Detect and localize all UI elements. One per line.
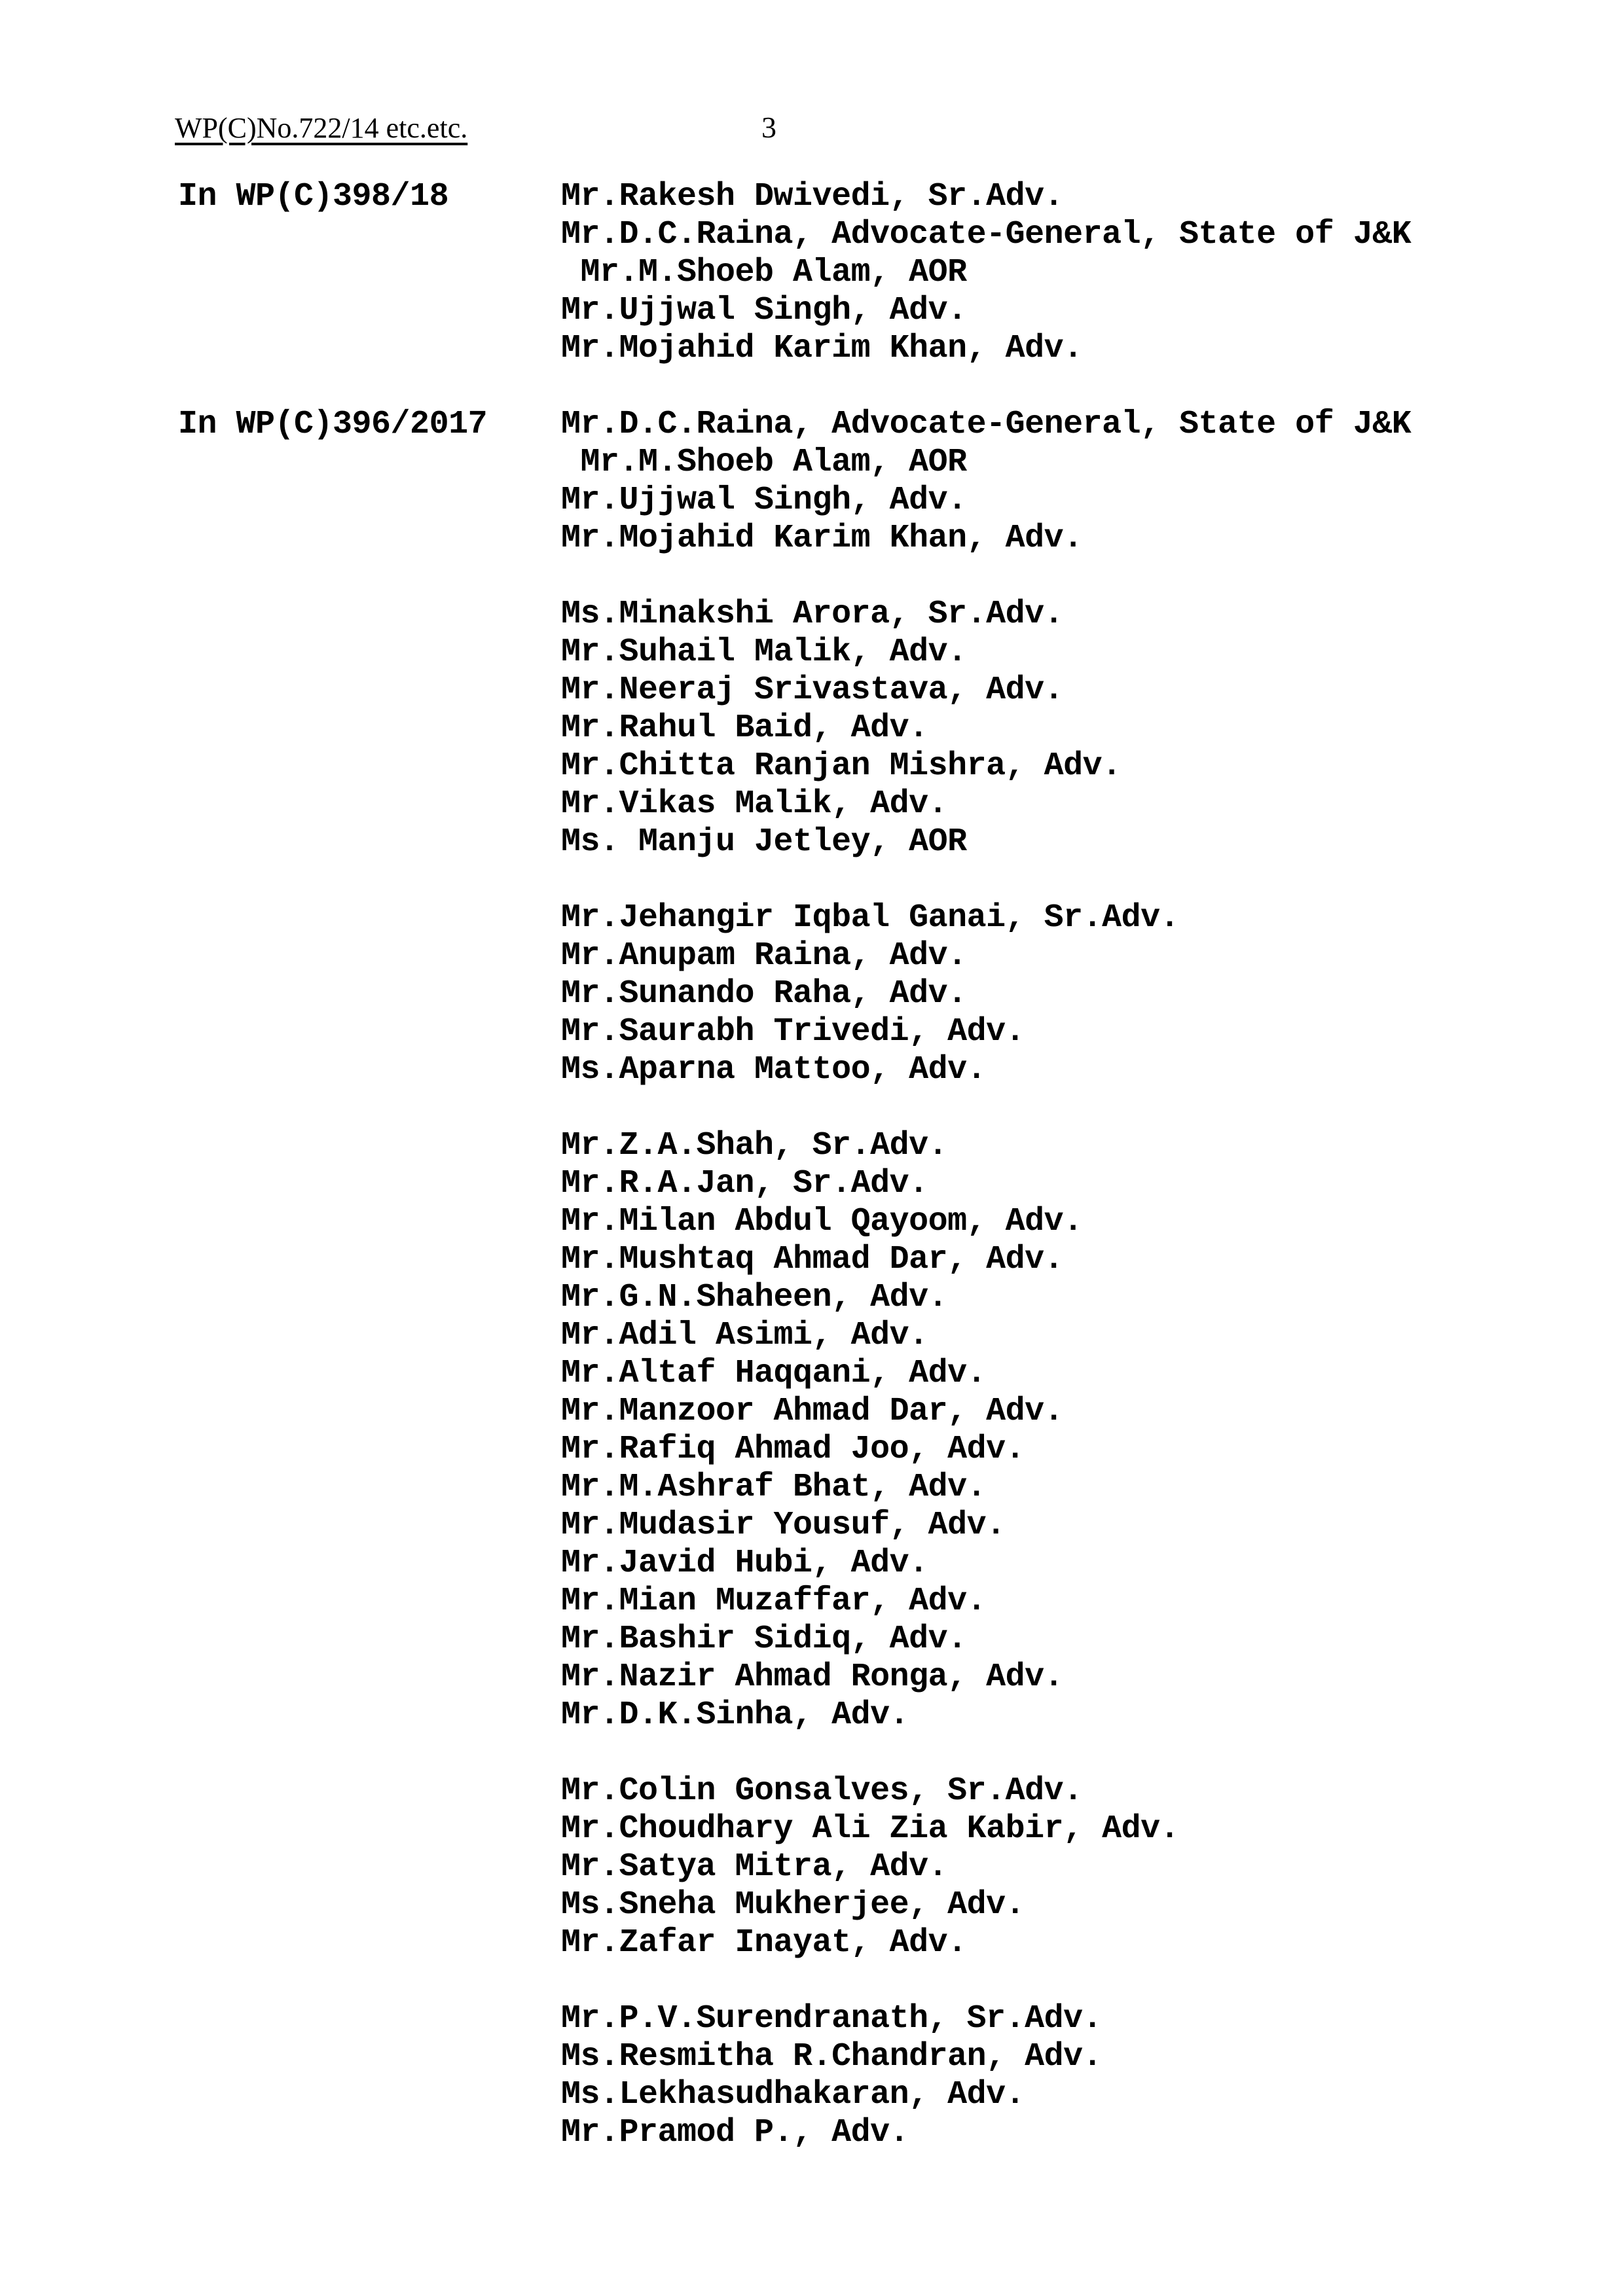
advocate-line: Mr.Satya Mitra, Adv. [561,1848,948,1886]
advocate-line: Mr.G.N.Shaheen, Adv. [561,1279,948,1316]
advocate-line: Ms.Aparna Mattoo, Adv. [561,1051,987,1088]
advocate-line: Mr.Altaf Haqqani, Adv. [561,1355,987,1392]
advocate-line: Mr.Choudhary Ali Zia Kabir, Adv. [561,1810,1180,1848]
advocate-line: Mr.Javid Hubi, Adv. [561,1545,928,1582]
advocate-line: Mr.Chitta Ranjan Mishra, Adv. [561,747,1122,785]
advocate-line: Mr.Mian Muzaffar, Adv. [561,1583,987,1620]
advocate-line: Mr.Mojahid Karim Khan, Adv. [561,330,1083,367]
advocates-list [561,406,1487,558]
advocate-line: Mr.Vikas Malik, Adv. [561,785,948,823]
advocates-list [561,2000,1487,2152]
advocate-line: Mr.D.C.Raina, Advocate-General, State of J&K [561,216,1412,253]
advocate-line: Mr.Anupam Raina, Adv. [561,937,967,975]
appearance-block [178,899,1487,1089]
advocate-line: Ms. Manju Jetley, AOR [561,823,967,861]
advocate-line: Mr.M.Shoeb Alam, AOR [561,254,967,291]
advocate-line: Ms.Minakshi Arora, Sr.Adv. [561,596,1064,633]
advocate-line: Mr.M.Shoeb Alam, AOR [561,444,967,481]
advocate-line: Mr.Mushtaq Ahmad Dar, Adv. [561,1241,1064,1278]
appearance-block [178,596,1487,861]
appearance-block [178,2000,1487,2152]
advocate-line: Mr.R.A.Jan, Sr.Adv. [561,1165,928,1202]
advocate-line: Mr.Bashir Sidiq, Adv. [561,1621,967,1658]
advocate-line: Mr.Rakesh Dwivedi, Sr.Adv. [561,178,1064,215]
advocates-list [561,1772,1487,1962]
advocate-line: Mr.Adil Asimi, Adv. [561,1317,928,1354]
advocate-line: Mr.Ujjwal Singh, Adv. [561,482,967,519]
case-reference-header: WP(C)No.722/14 etc.etc. [175,112,468,144]
advocates-list [561,178,1487,368]
advocate-line: Mr.Ujjwal Singh, Adv. [561,292,967,329]
advocate-line: Mr.Rafiq Ahmad Joo, Adv. [561,1431,1025,1468]
advocate-line: Mr.P.V.Surendranath, Sr.Adv. [561,2000,1103,2037]
advocate-line: Mr.Colin Gonsalves, Sr.Adv. [561,1772,1083,1810]
page-number: 3 [761,111,776,144]
advocate-line: Mr.Saurabh Trivedi, Adv. [561,1013,1025,1050]
advocates-list [561,1127,1487,1734]
advocates-list [561,596,1487,861]
advocate-line: Mr.Neeraj Srivastava, Adv. [561,672,1064,709]
advocate-line: Mr.D.C.Raina, Advocate-General, State of J&K [561,406,1412,443]
advocate-line: Ms.Resmitha R.Chandran, Adv. [561,2038,1103,2075]
appearance-block [178,178,1487,368]
advocate-line: Mr.Milan Abdul Qayoom, Adv. [561,1203,1083,1240]
case-number-label: In WP(C)396/2017 [178,406,488,443]
advocate-line: Mr.Zafar Inayat, Adv. [561,1924,967,1962]
appearance-block [178,406,1487,558]
advocate-line: Mr.Nazir Ahmad Ronga, Adv. [561,1659,1064,1696]
case-number-label: In WP(C)398/18 [178,178,449,215]
advocate-line: Mr.Z.A.Shah, Sr.Adv. [561,1127,948,1164]
advocate-line: Mr.Mudasir Yousuf, Adv. [561,1507,1006,1544]
advocate-line: Mr.Rahul Baid, Adv. [561,709,928,747]
advocate-line: Mr.M.Ashraf Bhat, Adv. [561,1469,987,1506]
advocate-line: Ms.Sneha Mukherjee, Adv. [561,1886,1025,1924]
appearance-block [178,1127,1487,1734]
advocate-line: Mr.Pramod P., Adv. [561,2114,909,2151]
appearance-list [178,178,1487,2190]
appearance-block [178,1772,1487,1962]
advocate-line: Mr.Manzoor Ahmad Dar, Adv. [561,1393,1064,1430]
advocate-line: Mr.D.K.Sinha, Adv. [561,1696,909,1734]
advocates-list [561,899,1487,1089]
advocate-line: Mr.Jehangir Iqbal Ganai, Sr.Adv. [561,899,1180,937]
advocate-line: Mr.Sunando Raha, Adv. [561,975,967,1013]
advocate-line: Mr.Suhail Malik, Adv. [561,634,967,671]
advocate-line: Mr.Mojahid Karim Khan, Adv. [561,520,1083,557]
advocate-line: Ms.Lekhasudhakaran, Adv. [561,2076,1025,2113]
